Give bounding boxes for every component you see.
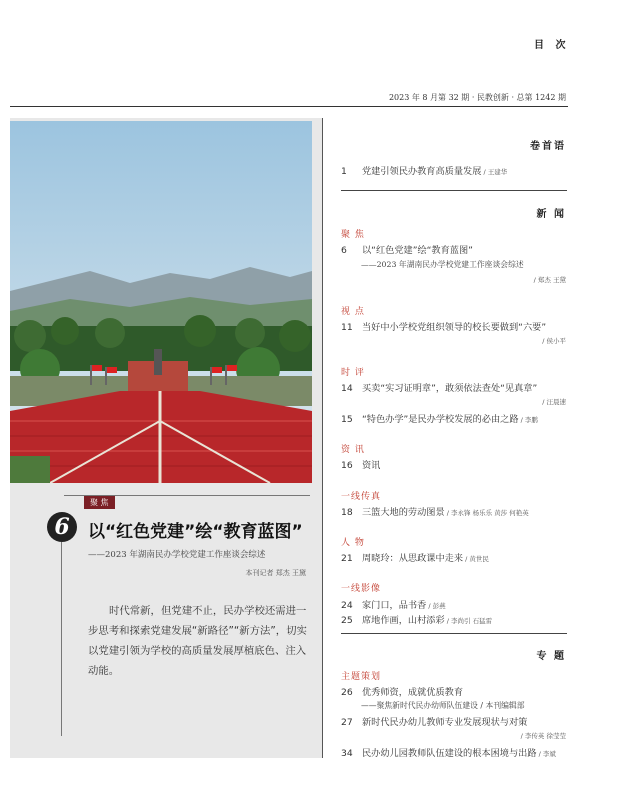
feature-vertical-rule	[61, 542, 62, 736]
toc-title: 家门口，品书香	[362, 600, 427, 611]
toc-page: 15	[341, 414, 353, 425]
toc-page: 26	[341, 687, 353, 698]
toc-author: / 王建华	[481, 168, 508, 176]
toc-page: 25	[341, 615, 353, 626]
category-label: 主题策划	[341, 672, 382, 682]
section-heading-special: 专 题	[536, 651, 566, 662]
toc-title: 买卖“实习证明章”，敢须依法查处“见真章”	[362, 383, 538, 394]
category-label: 资 讯	[341, 445, 365, 455]
toc-author: / 汪晨速	[542, 398, 566, 406]
toc-author: / 本刊编辑部	[477, 701, 525, 710]
toc-page: 34	[341, 748, 353, 759]
category-label: 一线传真	[341, 492, 382, 502]
toc-author: / 李尚引 石猛雷	[444, 617, 493, 625]
section-heading-preface: 卷首语	[530, 141, 566, 152]
toc-entry[interactable]	[341, 319, 546, 333]
toc-author: / 彭燕	[426, 602, 446, 610]
toc-title: 民办幼儿园教师队伍建设的根本困境与出路	[362, 748, 537, 759]
toc-page: 27	[341, 717, 353, 728]
feature-body: 时代常新，但党建不止，民办学校还需进一步思考和探索党建发展“新路径”“新方法”，切实以党建引领为学校的高质量发展厚植底色、注入动能。	[88, 605, 307, 677]
toc-page: 21	[341, 553, 353, 564]
toc-title: 周晓玲：从思政课中走来	[362, 553, 464, 564]
toc-page: 14	[341, 383, 353, 394]
toc-page: 11	[341, 322, 353, 333]
category-label: 时 评	[341, 368, 365, 378]
feature-subtitle: ——2023 年湖南民办学校党建工作座谈会综述	[88, 550, 266, 560]
toc-subtitle-text: ——聚焦新时代民办幼师队伍建设	[361, 701, 478, 710]
toc-title: 当好中小学校党组织领导的校长要做到“六要”	[362, 322, 547, 333]
toc-title: 新时代民办幼儿教师专业发展现状与对策	[362, 717, 528, 728]
toc-page: 16	[341, 460, 353, 471]
toc-entry[interactable]	[341, 163, 507, 177]
toc-entry[interactable]	[341, 504, 529, 518]
category-label: 一线影像	[341, 584, 382, 594]
toc-author: / 李鹏	[518, 416, 538, 424]
toc-author: / 郑杰 王黛	[533, 276, 566, 284]
toc-entry[interactable]	[341, 457, 380, 471]
toc-entry[interactable]	[341, 411, 538, 425]
toc-title: 目 次	[534, 40, 570, 51]
feature-tag: 聚 焦	[84, 496, 115, 509]
header-rule	[10, 106, 568, 107]
section-rule	[341, 633, 567, 634]
section-heading-news: 新 闻	[536, 209, 566, 220]
toc-entry[interactable]	[341, 714, 527, 728]
toc-subtitle	[361, 700, 525, 711]
toc-entry[interactable]	[341, 745, 556, 759]
toc-entry[interactable]	[341, 597, 446, 611]
toc-entry[interactable]	[341, 242, 473, 256]
toc-author: / 侯小平	[542, 337, 566, 345]
toc-title: 三篮大地的劳动图景	[362, 507, 445, 518]
toc-subtitle: ——2023 年湖南民办学校党建工作座谈会综述	[361, 260, 524, 269]
column-divider	[322, 118, 323, 758]
toc-title: 党建引领民办教育高质量发展	[362, 166, 482, 177]
section-rule	[341, 190, 567, 191]
toc-entry[interactable]	[341, 684, 463, 698]
feature-page-number: 6	[47, 512, 77, 542]
toc-page: 18	[341, 507, 353, 518]
feature-title[interactable]: 以“红色党建”绘“教育蓝图”	[88, 522, 303, 542]
toc-title: 优秀师资，成就优质教育	[362, 687, 464, 698]
toc-title: 席地作画，山村添彩	[362, 615, 445, 626]
toc-page: 1	[341, 166, 347, 177]
category-label: 视 点	[341, 307, 365, 317]
feature-photo	[10, 121, 312, 483]
toc-author: / 李传英 徐莹莹	[520, 732, 566, 740]
toc-author: / 李永锋 杨乐乐 黄莎 何艳英	[444, 509, 529, 517]
toc-author: / 李斌	[536, 750, 556, 758]
category-label: 聚 焦	[341, 230, 365, 240]
toc-page: 6	[341, 245, 347, 256]
toc-title: “特色办学”是民办学校发展的必由之路	[362, 414, 519, 425]
issue-line: 2023 年 8 月第 32 期 · 民教创新 · 总第 1242 期	[388, 93, 566, 102]
toc-page: 24	[341, 600, 353, 611]
toc-entry[interactable]	[341, 612, 492, 626]
toc-entry[interactable]	[341, 380, 537, 394]
feature-byline: 本刊记者 郑杰 王黛	[245, 569, 306, 577]
toc-author: / 黄世民	[463, 555, 489, 563]
toc-entry[interactable]	[341, 550, 489, 564]
category-label: 人 物	[341, 538, 365, 548]
toc-title: 资讯	[362, 460, 381, 471]
toc-title: 以“红色党建”绘“教育蓝图”	[362, 245, 473, 256]
